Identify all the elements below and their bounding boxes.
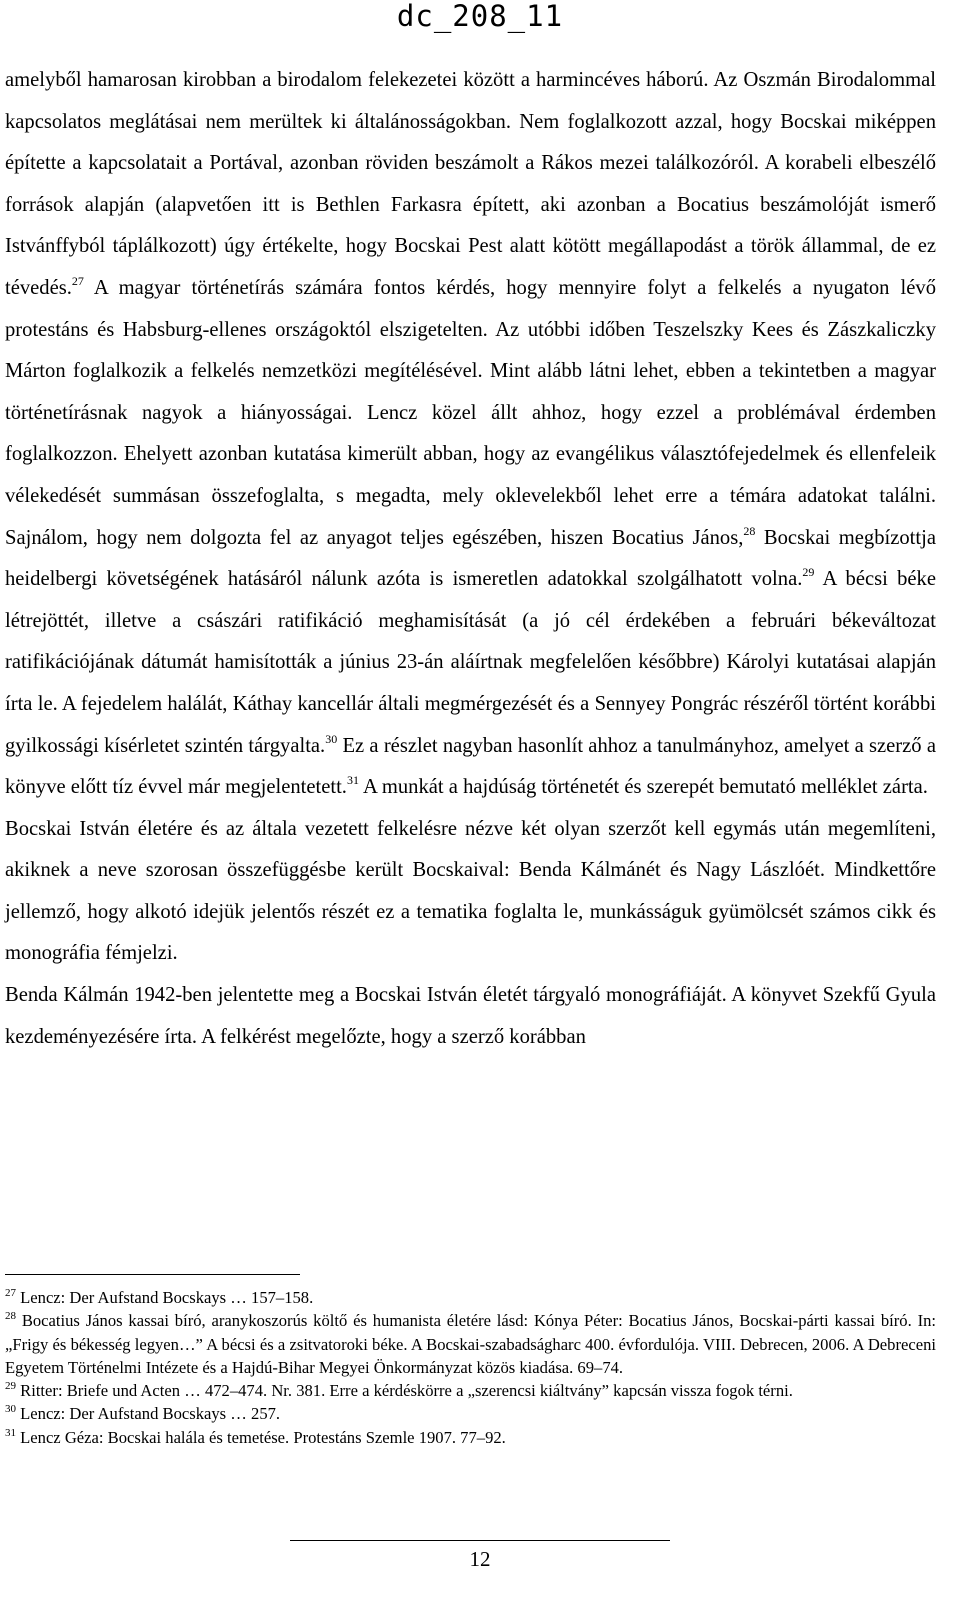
footnote-separator	[5, 1274, 300, 1275]
footnote-text: Ritter: Briefe und Acten … 472–474. Nr. 381. Erre a kérdéskörre a „szerencsi kiáltvány” kapcsán vissza fogok térni.	[16, 1381, 793, 1401]
footnote-text: Lencz: Der Aufstand Bocskays … 157–158.	[16, 1288, 314, 1307]
page-number: 12	[469, 1547, 491, 1571]
footnote-number: 27	[5, 1287, 16, 1299]
paragraph-text: A bécsi béke létrejöttét, illetve a császári ratifikáció meghamisítását (a jó cél érdekében a februári békeváltozat ratifikációjának dátumát hamisították a június 23-án aláírtnak megfelelően későbbre) Károlyi kutatásai alapján írta le. A fejedelem halálát, Káthay kancellár általi megmérgezését és a Sennyey Pongrác részéről történt korábbi gyilkossági kísérletet szintén tárgyalta.	[5, 568, 936, 757]
paragraph-text: A munkát a hajdúság történetét és szerepét bemutató melléklet zárta.	[358, 776, 928, 799]
footnote-ref[interactable]: 29	[802, 565, 815, 580]
paragraph	[5, 60, 936, 809]
paragraph-text: Bocskai István életére és az általa vezetett felkelésre nézve két olyan szerzőt kell egymás után megemlíteni, akiknek a neve szorosan összefüggésbe került Bocskaival: Benda Kálmánét és Nagy Lászlóét. Mindkettőre jellemző, hogy alkotó idejük jelentős részét ez a tematika foglalta le, munkásságuk gyümölcsét számos cikk és monográfia fémjelzi.	[5, 817, 936, 965]
footnotes	[5, 1286, 936, 1449]
footnote-ref[interactable]: 27	[71, 273, 84, 288]
paragraph-text: Benda Kálmán 1942-ben jelentette meg a Bocskai István életét tárgyaló monográfiáját. A könyvet Szekfű Gyula kezdeményezésére írta. A felkérést megelőzte, hogy a szerző korábban	[5, 984, 936, 1048]
paragraph-text: A magyar történetírás számára fontos kérdés, hogy mennyire folyt a felkelés a nyugaton lévő protestáns és Habsburg-ellenes országoktól elszigetelten. Az utóbbi időben Teszelszky Kees és Zászkaliczky Márton foglalkozik a felkelés nemzetközi megítélésével. Mint alább látni lehet, ebben a tekintetben a magyar történetírásnak nagyok a hiányosságai. Lencz közel állt ahhoz, hogy ezzel a problémával érdemben foglalkozzon. Ehelyett azonban kutatása kimerült abban, hogy az evangélikus választófejedelmek és ellenfeleik vélekedését summásan összefoglalta, s megadta, mely oklevelekből lehet erre a témára adatokat találni. Sajnálom, hogy nem dolgozta fel az anyagot teljes egészében, hiszen Bocatius János,	[5, 276, 936, 549]
paragraph-text: Ez a részlet nagyban hasonlít ahhoz a tanulmányhoz, amelyet a szerző a könyve előtt tíz évvel már megjelentetett.	[5, 734, 936, 799]
paragraph	[5, 975, 936, 1058]
footnote-number: 29	[5, 1380, 16, 1393]
footnote	[5, 1426, 936, 1449]
footnote-text: Lencz Géza: Bocskai halála és temetése. Protestáns Szemle 1907. 77–92.	[16, 1427, 506, 1447]
paragraph-text: amelyből hamarosan kirobban a birodalom felekezetei között a harmincéves háború. Az Oszmán Birodalommal kapcsolatos meglátásai nem merültek ki általánosságokban. Nem foglalkozott azzal, hogy Bocskai miképpen építette a kapcsolatait a Portával, azonban röviden beszámolt a Rákos mezei találkozóról. A korabeli elbeszélő források alapján (alapvetően itt is Bethlen Farkasra épített, aki azonban a Bocatius beszámolóját ismerő Istvánffyból táplálkozott) úgy értékelte, hogy Bocskai Pest alatt kötött megállapodást a török állammal, de ez tévedés.	[5, 69, 936, 299]
footnote	[5, 1309, 936, 1379]
footnote-ref[interactable]: 31	[346, 773, 359, 788]
footnote-ref[interactable]: 28	[743, 523, 756, 538]
paragraph	[5, 809, 936, 975]
footnote-number: 28	[5, 1310, 16, 1323]
document-id-header: dc_208_11	[396, 0, 564, 33]
footnote	[5, 1402, 936, 1425]
footnote	[5, 1286, 936, 1309]
footnote-number: 31	[5, 1426, 16, 1439]
paragraph-text: Bocskai megbízottja heidelbergi követségének hatásáról nálunk azóta is ismeretlen adatokkal szolgálhatott volna.	[5, 526, 936, 591]
footnote	[5, 1379, 936, 1402]
footnote-number: 30	[5, 1403, 16, 1416]
footnote-text: Lencz: Der Aufstand Bocskays … 257.	[16, 1404, 281, 1424]
page-number-rule	[290, 1540, 670, 1541]
main-text	[5, 60, 936, 1058]
footnote-text: Bocatius János kassai bíró, aranykoszorús költő és humanista életére lásd: Kónya Péter: Bocatius János, Bocskai-párti kassai bíró. In: „Frigy és békesség legyen…” A bécsi és a zsitvatoroki béke. A Bocskai-szabadságharc 400. évfordulója. VIII. Debrecen, 2006. A Debreceni Egyetem Történelmi Intézete és a Hajdú-Bihar Megyei Önkormányzat közös kiadása. 69–74.	[5, 1311, 936, 1377]
footnote-ref[interactable]: 30	[325, 731, 338, 746]
